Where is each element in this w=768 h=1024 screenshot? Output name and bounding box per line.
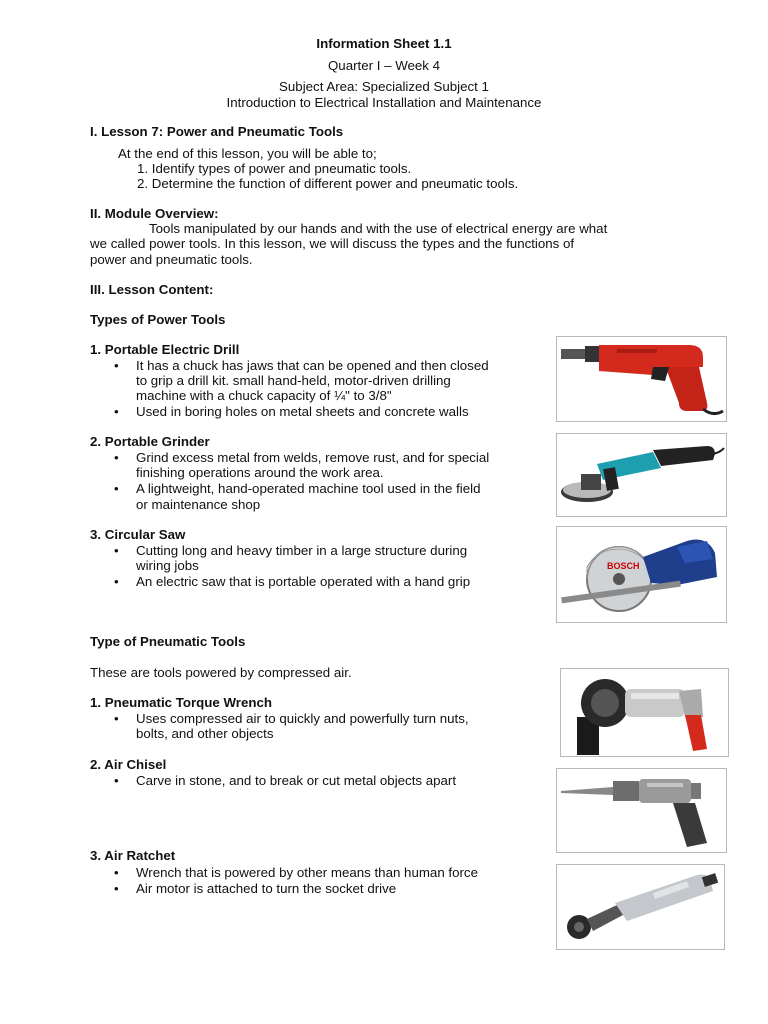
quarter-week: Quarter I – Week 4 [327,58,441,73]
objective-2: 2. Determine the function of different power and pneumatic tools. [137,176,519,191]
overview-heading: II. Module Overview: [90,206,219,221]
tool-bullet: • An electric saw that is portable operated with a hand grip [136,574,470,589]
lesson-heading: I. Lesson 7: Power and Pneumatic Tools [90,124,344,139]
tool-title: 3. Circular Saw [90,527,186,542]
pneumatic-tools-heading: Type of Pneumatic Tools [90,634,246,649]
overview-line: power and pneumatic tools. [90,252,253,267]
air-chisel-image [556,768,727,853]
power-tools-heading: Types of Power Tools [90,312,226,327]
tool-bullet: • Grind excess metal from welds, remove rust, and for special [136,450,489,465]
tool-bullet: • Used in boring holes on metal sheets and concrete walls [136,404,469,419]
overview-line: we called power tools. In this lesson, we will discuss the types and the functions of [90,236,575,251]
tool-title: 3. Air Ratchet [90,848,176,863]
objective-1: 1. Identify types of power and pneumatic tools. [137,161,412,176]
subject-area: Subject Area: Specialized Subject 1 [279,79,489,94]
pneumatic-intro: These are tools powered by compressed air. [90,665,352,680]
tool-bullet: • Uses compressed air to quickly and powerfully turn nuts, [136,711,469,726]
tool-bullet-cont: to grip a drill kit. small hand-held, motor-driven drilling [136,373,451,388]
tool-title: 2. Portable Grinder [90,434,210,449]
tool-bullet-cont: bolts, and other objects [136,726,274,741]
angle-grinder-image [556,433,727,517]
tool-bullet-cont: or maintenance shop [136,497,261,512]
overview-line: Tools manipulated by our hands and with the use of electrical energy are what [149,221,608,236]
tool-bullet: • Wrench that is powered by other means than human force [136,865,478,880]
tool-bullet-cont: finishing operations around the work area. [136,465,384,480]
air-ratchet-image [556,864,725,950]
tool-bullet-cont: machine with a chuck capacity of ¼" to 3/8" [136,388,392,403]
tool-bullet: • It has a chuck has jaws that can be opened and then closed [136,358,489,373]
tool-title: 1. Portable Electric Drill [90,342,240,357]
tool-title: 1. Pneumatic Torque Wrench [90,695,273,710]
tool-bullet: • Cutting long and heavy timber in a large structure during [136,543,467,558]
tool-bullet-cont: wiring jobs [136,558,199,573]
tool-bullet: • A lightweight, hand-operated machine tool used in the field [136,481,480,496]
circular-saw-image [556,526,727,623]
torque-wrench-image [560,668,729,757]
electric-drill-image [556,336,727,422]
lesson-intro: At the end of this lesson, you will be able to; [118,146,377,161]
tool-bullet: • Air motor is attached to turn the socket drive [136,881,396,896]
saw-brand-label: BOSCH [607,561,640,571]
content-heading: III. Lesson Content: [90,282,214,297]
sheet-title: Information Sheet 1.1 [316,36,452,51]
tool-bullet: • Carve in stone, and to break or cut metal objects apart [136,773,456,788]
tool-title: 2. Air Chisel [90,757,167,772]
course-title: Introduction to Electrical Installation and Maintenance [226,95,542,110]
